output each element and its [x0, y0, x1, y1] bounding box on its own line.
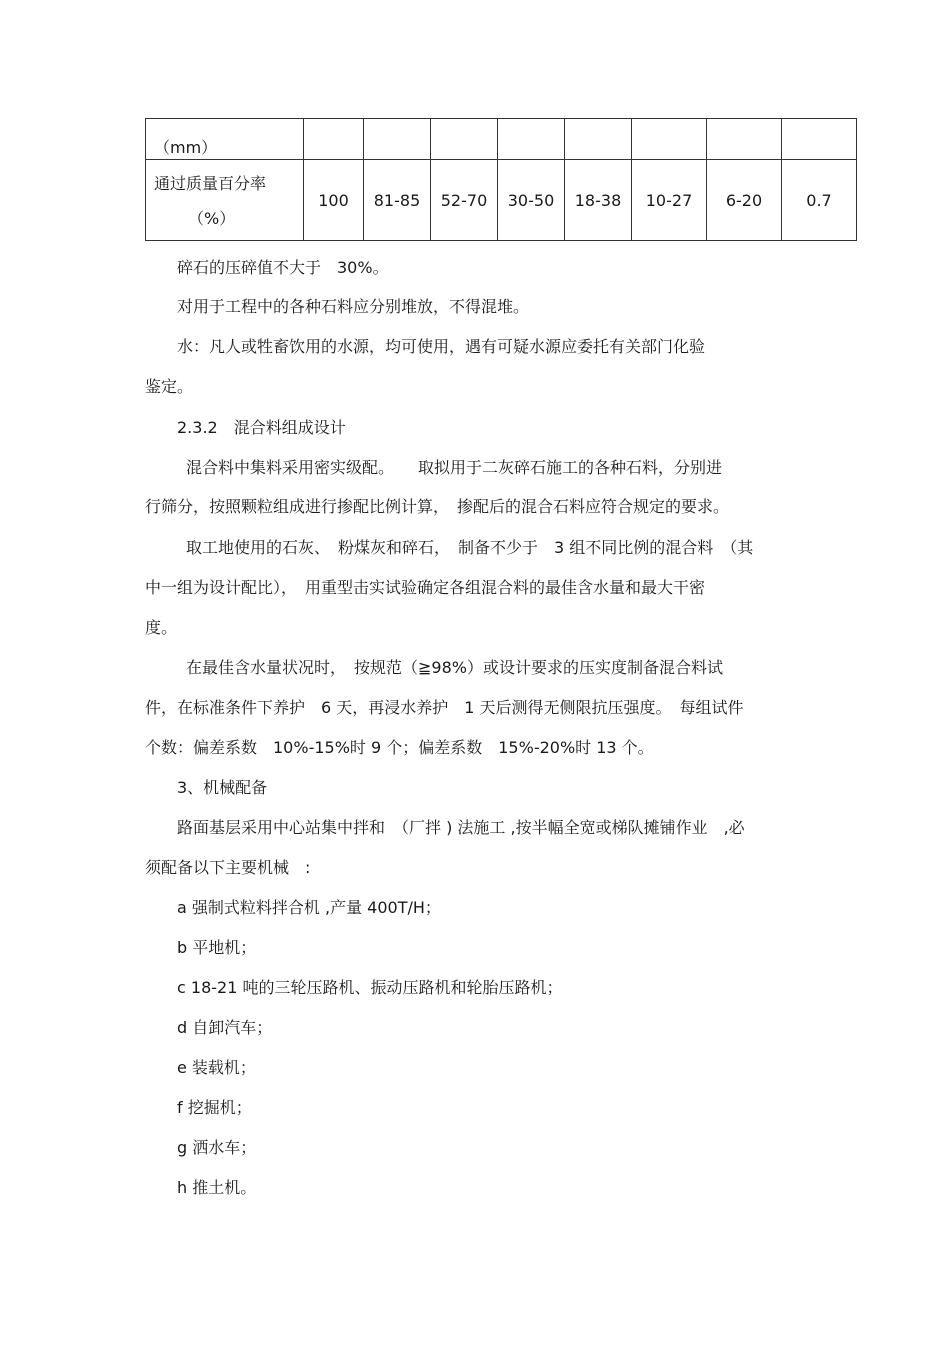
paragraph-samples-line2: 中一组为设计配比）， 用重型击实试验确定各组混合料的最佳含水量和最大干密 [145, 578, 706, 597]
table-cell: 18-38 [565, 160, 632, 241]
table-cell: 0.7 [782, 160, 857, 241]
paragraph-machinery-line1: 路面基层采用中心站集中拌和 （厂拌 ) 法施工 ,按半幅全宽或梯队摊铺作业 ,必 [177, 818, 745, 837]
paragraph-mix-line2: 行筛分，按照颗粒组成进行掺配比例计算， 掺配后的混合石料应符合规定的要求。 [145, 497, 730, 516]
equipment-item: d 自卸汽车； [177, 1018, 273, 1037]
paragraph-water-line2: 鉴定。 [145, 377, 194, 396]
paragraph-water-line1: 水：凡人或牲畜饮用的水源，均可使用，遇有可疑水源应委托有关部门化验 [177, 337, 706, 356]
table-cell: 52-70 [431, 160, 498, 241]
paragraph-machinery-line2: 须配备以下主要机械 : [145, 858, 311, 877]
table-row [146, 160, 857, 241]
paragraph-crush-value: 碎石的压碎值不大于 30%。 [177, 258, 389, 277]
table-cell: 30-50 [498, 160, 565, 241]
table-cell: 81-85 [364, 160, 431, 241]
table-cell [364, 119, 431, 160]
equipment-item: e 装载机； [177, 1058, 256, 1077]
table-cell [565, 119, 632, 160]
table-header-cell [146, 119, 304, 160]
paragraph-mix-line1: 混合料中集料采用密实级配。 取拟用于二灰碎石施工的各种石料，分别进 [186, 458, 723, 477]
pass-rate-label: 通过质量百分率 [154, 174, 267, 193]
equipment-item: h 推土机。 [177, 1178, 257, 1197]
table-cell [498, 119, 565, 160]
table-cell: 100 [304, 160, 364, 241]
equipment-item: b 平地机； [177, 938, 257, 957]
equipment-item: g 洒水车； [177, 1138, 257, 1157]
paragraph-specimen-line3: 个数：偏差系数 10%-15%时 9 个；偏差系数 15%-20%时 13 个。 [145, 738, 654, 757]
table-row [146, 119, 857, 160]
paragraph-specimen-line2: 件，在标准条件下养护 6 天，再浸水养护 1 天后测得无侧限抗压强度。 每组试件 [145, 698, 744, 717]
paragraph-stockpile: 对用于工程中的各种石料应分别堆放，不得混堆。 [177, 297, 530, 316]
table-cell: 10-27 [632, 160, 707, 241]
table-header-cell [146, 160, 304, 241]
paragraph-samples-line1: 取工地使用的石灰、 粉煤灰和碎石， 制备不少于 3 组不同比例的混合料 （其 [186, 538, 754, 557]
unit-label: （mm） [154, 137, 218, 157]
equipment-item: c 18-21 吨的三轮压路机、振动压路机和轮胎压路机； [177, 978, 563, 997]
grading-table [145, 118, 857, 241]
table-cell [782, 119, 857, 160]
equipment-item: f 挖掘机； [177, 1098, 252, 1117]
equipment-item: a 强制式粒料拌合机 ,产量 400T/H； [177, 898, 441, 917]
paragraph-specimen-line1: 在最佳含水量状况时， 按规范（≧98%）或设计要求的压实度制备混合料试 [186, 658, 723, 677]
section-heading-2-3-2: 2.3.2 混合料组成设计 [177, 418, 346, 437]
table-cell [632, 119, 707, 160]
table-cell [304, 119, 364, 160]
paragraph-samples-line3: 度。 [145, 618, 178, 637]
section-heading-3: 3、机械配备 [177, 778, 268, 797]
percent-unit-label: （%） [188, 209, 236, 228]
table-cell: 6-20 [707, 160, 782, 241]
table-cell [431, 119, 498, 160]
table-cell [707, 119, 782, 160]
